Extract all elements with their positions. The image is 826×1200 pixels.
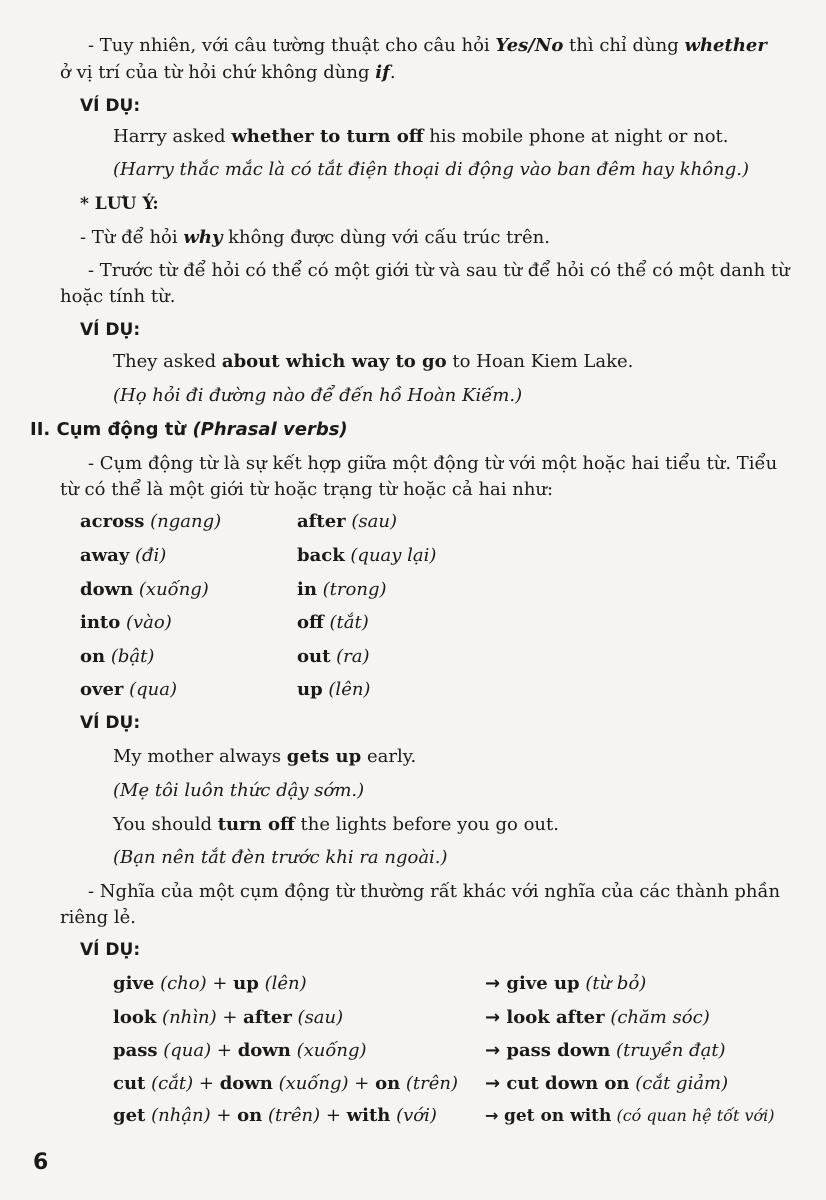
note-text: không được dùng với cấu trúc trên.	[222, 227, 550, 248]
compound-meaning: (cắt)	[145, 1073, 194, 1094]
note-why: why	[183, 227, 223, 248]
example-2-translation: (Họ hỏi đi đường nào để đến hồ Hoàn Kiếm.)	[113, 385, 523, 406]
compound-parts	[113, 1104, 437, 1128]
example-3-translation-1: (Mẹ tôi luôn thức dậy sớm.)	[113, 780, 365, 801]
plus-sign: +	[210, 1105, 238, 1126]
particle-meaning: (bật)	[105, 646, 155, 667]
particle-word: after	[297, 511, 346, 532]
note-line-2: - Trước từ để hỏi có thể có một giới từ và sau từ để hỏi có thể có một danh từ	[88, 260, 790, 281]
particle-item	[80, 611, 172, 635]
sentence-text: My mother always	[113, 746, 287, 767]
arrow-icon: →	[485, 1040, 507, 1061]
compound-word: up	[233, 973, 259, 994]
arrow-icon: →	[485, 973, 507, 994]
compound-word: down	[237, 1040, 291, 1061]
particle-meaning: (quay lại)	[344, 545, 437, 566]
sentence-text: You should	[113, 814, 218, 835]
example-3-sentence-1	[113, 745, 416, 769]
particle-word: in	[297, 579, 317, 600]
example-2-sentence	[113, 350, 633, 374]
particle-word: into	[80, 612, 121, 633]
compound-result	[485, 1104, 775, 1128]
note-line-3: hoặc tính từ.	[60, 286, 176, 307]
particle-item	[80, 544, 166, 568]
compound-meaning: (lên)	[258, 973, 307, 994]
sentence-text: the lights before you go out.	[294, 814, 559, 835]
particle-word: off	[297, 612, 324, 633]
particle-item	[297, 611, 369, 635]
example-label: VÍ DỤ:	[80, 320, 141, 340]
intro-text: thì chỉ dùng	[563, 35, 685, 56]
particle-meaning: (đi)	[129, 545, 167, 566]
compound-result	[485, 972, 646, 996]
intro-yesno: Yes/No	[495, 35, 564, 56]
phrasal-meaning: (truyền đạt)	[610, 1040, 726, 1061]
particle-word: on	[80, 646, 106, 667]
particle-item	[297, 544, 436, 568]
plus-sign: +	[193, 1073, 220, 1094]
sentence-text: his mobile phone at night or not.	[423, 126, 729, 147]
plus-sign: +	[211, 1040, 238, 1061]
particle-meaning: (sau)	[345, 511, 397, 532]
particle-item	[297, 510, 397, 534]
compound-meaning: (xuống)	[272, 1073, 349, 1094]
example-3-translation-2: (Bạn nên tắt đèn trước khi ra ngoài.)	[113, 847, 448, 868]
plus-sign: +	[320, 1105, 347, 1126]
particle-meaning: (trong)	[316, 579, 387, 600]
phrasal-meaning: (chăm sóc)	[604, 1007, 710, 1028]
particle-word: back	[297, 545, 345, 566]
compound-meaning: (cho)	[154, 973, 207, 994]
plus-sign: +	[206, 973, 234, 994]
compound-parts	[113, 1006, 343, 1030]
section-title: II. Cụm động từ	[30, 419, 193, 440]
page-number: 6	[33, 1150, 49, 1175]
section-title-en: (Phrasal verbs)	[192, 419, 348, 440]
particle-meaning: (ra)	[330, 646, 370, 667]
compound-meaning: (xuống)	[290, 1040, 367, 1061]
particle-word: across	[80, 511, 145, 532]
particle-word: over	[80, 679, 124, 700]
section-heading	[30, 418, 348, 442]
compound-word: get	[113, 1105, 146, 1126]
section-desc-1: - Cụm động từ là sự kết hợp giữa một động từ với một hoặc hai tiểu từ. Tiểu	[88, 453, 778, 474]
particle-item	[297, 645, 370, 669]
compound-parts	[113, 972, 307, 996]
phrasal-verb: pass down	[506, 1040, 611, 1061]
compound-word: look	[113, 1007, 157, 1028]
intro-line-1	[88, 34, 767, 58]
particle-item	[80, 645, 154, 669]
particle-item	[80, 510, 221, 534]
compound-word: after	[243, 1007, 292, 1028]
particle-word: down	[80, 579, 134, 600]
highlight-phrase: turn off	[217, 814, 295, 835]
sentence-text: Harry asked	[113, 126, 232, 147]
compound-result	[485, 1006, 710, 1030]
phrasal-meaning: (cắt giảm)	[629, 1073, 729, 1094]
particle-meaning: (ngang)	[144, 511, 222, 532]
particle-item	[297, 678, 370, 702]
meaning-line-2: riêng lẻ.	[60, 907, 136, 928]
compound-meaning: (trên)	[262, 1105, 321, 1126]
compound-meaning: (với)	[390, 1105, 437, 1126]
example-label: VÍ DỤ:	[80, 713, 141, 733]
compound-word: on	[237, 1105, 263, 1126]
particle-meaning: (tắt)	[323, 612, 369, 633]
note-text: - Từ để hỏi	[80, 227, 184, 248]
particle-meaning: (lên)	[322, 679, 371, 700]
phrasal-meaning: (có quan hệ tốt với)	[611, 1106, 775, 1125]
highlight-phrase: about which way to go	[221, 351, 447, 372]
sentence-text: to Hoan Kiem Lake.	[446, 351, 634, 372]
compound-meaning: (qua)	[157, 1040, 212, 1061]
compound-result	[485, 1072, 728, 1096]
compound-word: on	[375, 1073, 401, 1094]
sentence-text: They asked	[113, 351, 222, 372]
example-1-translation: (Harry thắc mắc là có tắt điện thoại di động vào ban đêm hay không.)	[113, 159, 750, 180]
arrow-icon: →	[485, 1007, 507, 1028]
arrow-icon: →	[485, 1106, 504, 1125]
note-label: * LƯU Ý:	[80, 194, 159, 214]
phrasal-verb: give up	[506, 973, 580, 994]
intro-whether: whether	[684, 35, 767, 56]
example-3-sentence-2	[113, 813, 559, 837]
compound-word: give	[113, 973, 155, 994]
note-line-1	[80, 226, 550, 250]
sentence-text: early.	[361, 746, 417, 767]
intro-text: ở vị trí của từ hỏi chứ không dùng	[60, 62, 376, 83]
plus-sign: +	[216, 1007, 244, 1028]
particle-word: out	[297, 646, 331, 667]
particle-meaning: (vào)	[120, 612, 172, 633]
phrasal-meaning: (từ bỏ)	[579, 973, 647, 994]
compound-result	[485, 1039, 726, 1063]
arrow-icon: →	[485, 1073, 507, 1094]
compound-meaning: (nhìn)	[156, 1007, 217, 1028]
compound-meaning: (trên)	[400, 1073, 459, 1094]
particle-meaning: (xuống)	[133, 579, 209, 600]
highlight-phrase: whether to turn off	[231, 126, 424, 147]
plus-sign: +	[348, 1073, 376, 1094]
intro-line-2	[60, 61, 396, 85]
compound-parts	[113, 1039, 367, 1063]
intro-if: if	[375, 62, 390, 83]
particle-item	[80, 678, 177, 702]
particle-word: away	[80, 545, 130, 566]
compound-parts	[113, 1072, 458, 1096]
particle-meaning: (qua)	[123, 679, 178, 700]
example-label: VÍ DỤ:	[80, 96, 141, 116]
particle-item	[80, 578, 209, 602]
phrasal-verb: look after	[506, 1007, 605, 1028]
section-desc-2: từ có thể là một giới từ hoặc trạng từ hoặc cả hai như:	[60, 479, 554, 500]
compound-meaning: (sau)	[291, 1007, 344, 1028]
intro-text: - Tuy nhiên, với câu tường thuật cho câu hỏi	[88, 35, 496, 56]
compound-word: cut	[113, 1073, 146, 1094]
compound-word: down	[219, 1073, 273, 1094]
particle-word: up	[297, 679, 323, 700]
compound-word: pass	[113, 1040, 158, 1061]
highlight-phrase: gets up	[286, 746, 362, 767]
example-label: VÍ DỤ:	[80, 940, 141, 960]
phrasal-verb: cut down on	[506, 1073, 630, 1094]
example-1-sentence	[113, 125, 728, 149]
phrasal-verb: get on with	[503, 1106, 612, 1126]
intro-text: .	[389, 62, 396, 83]
particle-item	[297, 578, 387, 602]
compound-word: with	[346, 1105, 391, 1126]
meaning-line-1: - Nghĩa của một cụm động từ thường rất khác với nghĩa của các thành phần	[88, 881, 781, 902]
compound-meaning: (nhận)	[145, 1105, 211, 1126]
